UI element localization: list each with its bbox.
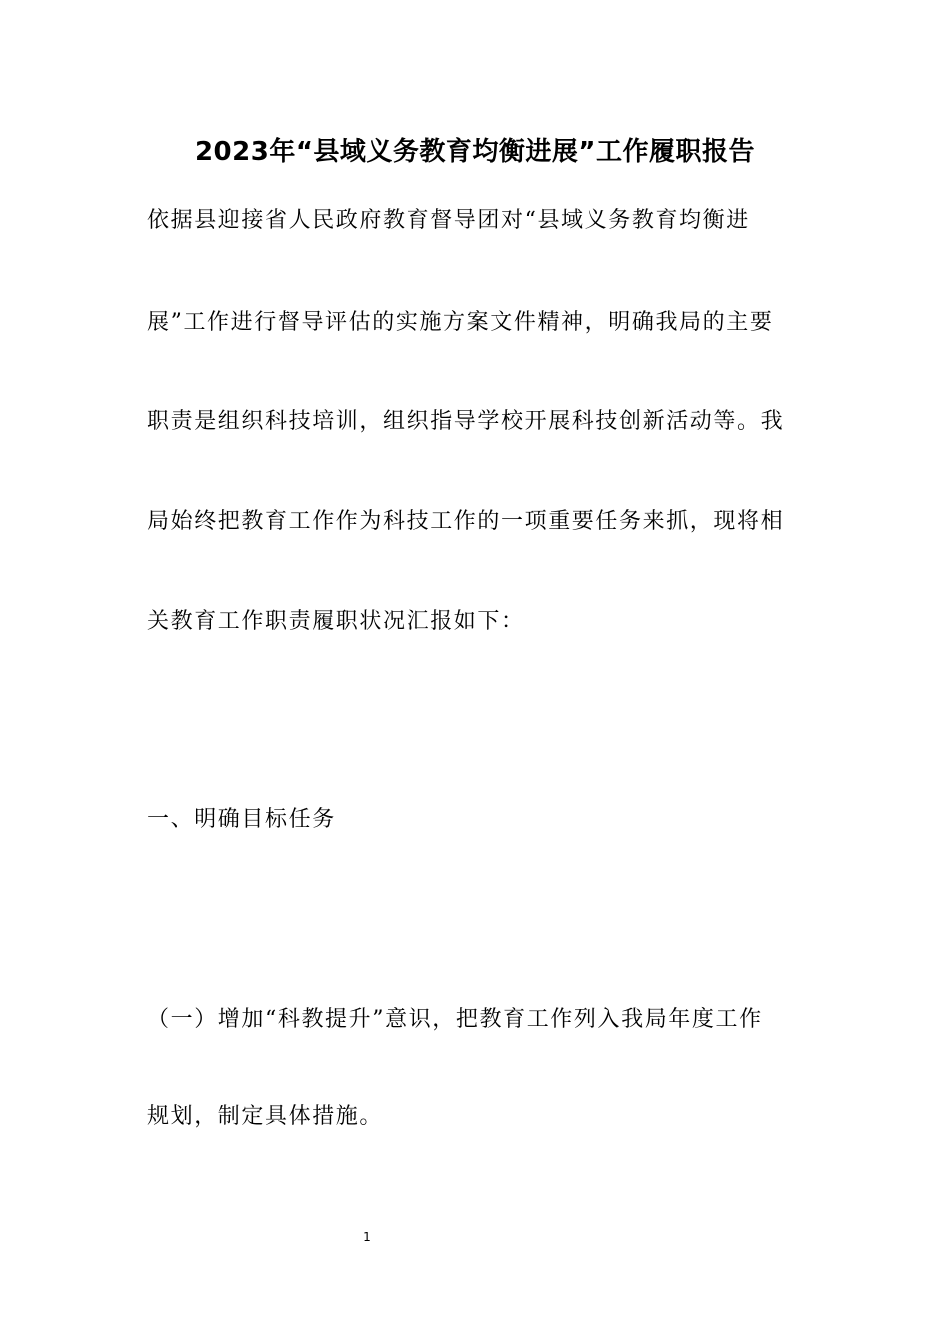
list-item-line: 规划，制定具体措施。	[147, 1104, 384, 1129]
paragraph-line: 展”工作进行督导评估的实施方案文件精神，明确我局的主要	[147, 310, 774, 335]
paragraph-line: 职责是组织科技培训，组织指导学校开展科技创新活动等。我	[147, 409, 785, 434]
paragraph-line: 关教育工作职责履职状况汇报如下：	[147, 609, 525, 634]
page-number: 1	[363, 1230, 371, 1244]
section-heading: 一、明确目标任务	[147, 807, 336, 832]
paragraph-line: 依据县迎接省人民政府教育督导团对“县域义务教育均衡进	[147, 208, 750, 233]
document-title: 2023年“县域义务教育均衡进展”工作履职报告	[194, 137, 756, 167]
list-item-line: （一）增加“科教提升”意识，把教育工作列入我局年度工作	[147, 1007, 763, 1032]
paragraph-line: 局始终把教育工作作为科技工作的一项重要任务来抓，现将相	[147, 509, 785, 534]
